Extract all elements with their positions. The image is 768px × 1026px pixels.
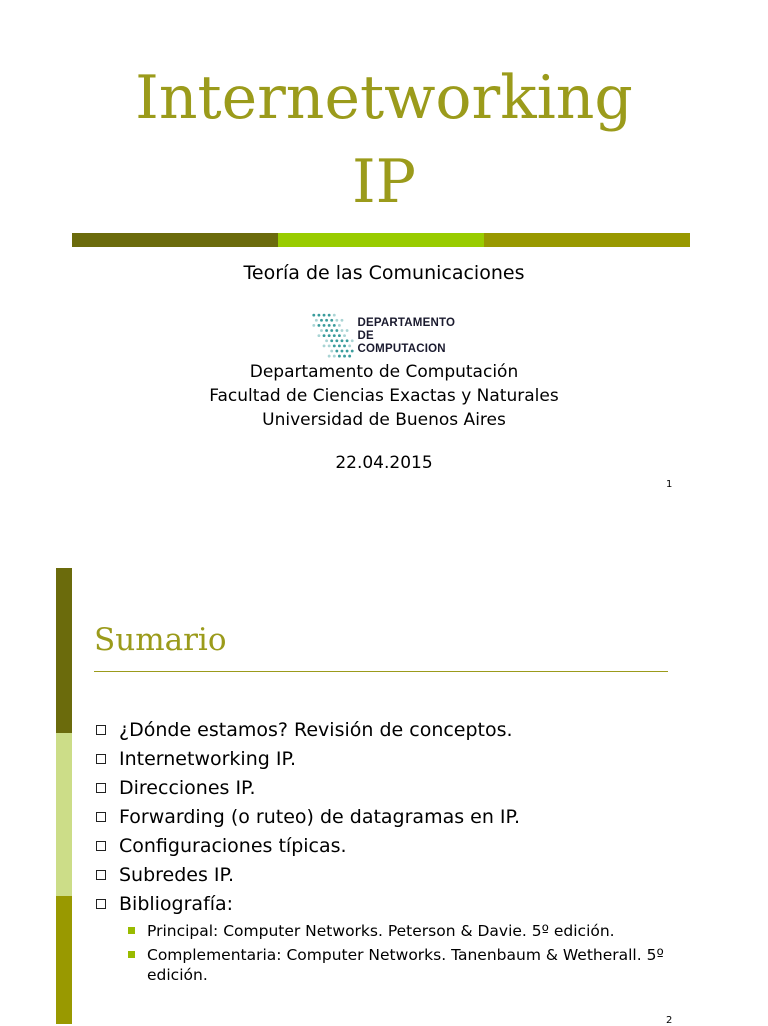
logo-text-line2: DE COMPUTACION [357, 329, 446, 355]
slide-title-line1: Internetworking [135, 63, 633, 133]
affiliation-university: Universidad de Buenos Aires [262, 410, 506, 430]
logo-dot [317, 334, 320, 337]
dotted-wave-logo-icon [310, 310, 356, 362]
list-item-text: Direcciones IP. [119, 776, 256, 799]
list-item-text: Bibliografía: [119, 892, 234, 915]
logo-dot [320, 329, 323, 332]
list-item [96, 744, 696, 773]
logo-dot [343, 334, 346, 337]
logo-dot [351, 350, 354, 353]
logo-dot [325, 319, 328, 322]
title-underline [94, 671, 668, 672]
summary-title: Sumario [94, 622, 227, 658]
sub-list-item [128, 921, 696, 941]
logo-dot [338, 344, 341, 347]
logo-dot [315, 319, 318, 322]
sub-list-item [128, 945, 696, 985]
logo-dot [328, 334, 331, 337]
logo-text [358, 317, 460, 356]
sidebar-segment-light [56, 733, 72, 896]
filled-square-bullet-icon [128, 951, 135, 958]
logo-dot [343, 344, 346, 347]
logo-dot [328, 314, 331, 317]
slide-title-line2: IP [351, 147, 417, 217]
list-item-text: Subredes IP. [119, 863, 235, 886]
logo-dot [348, 355, 351, 358]
logo-dot [330, 339, 333, 342]
logo-dot [328, 355, 331, 358]
square-bullet-icon [96, 812, 106, 822]
logo-dot [341, 319, 344, 322]
logo-dot [333, 314, 336, 317]
logo-dot [333, 334, 336, 337]
logo-dot [320, 319, 323, 322]
logo-dot [330, 319, 333, 322]
summary-slide [0, 545, 768, 1024]
sidebar-segment-olive [56, 896, 72, 1024]
list-item [96, 860, 696, 889]
logo-dot [330, 329, 333, 332]
square-bullet-icon [96, 870, 106, 880]
page-number: 1 [666, 479, 673, 490]
title-color-bar [72, 233, 690, 247]
list-item-text: Internetworking IP. [119, 747, 296, 770]
logo-dot [328, 324, 331, 327]
logo-dot [333, 355, 336, 358]
list-item [96, 773, 696, 802]
logo-dot [346, 350, 349, 353]
affiliation-department: Departamento de Computación [249, 362, 519, 382]
square-bullet-icon [96, 725, 106, 735]
slide-subtitle: Teoría de las Comunicaciones [243, 262, 525, 284]
logo-dot [325, 329, 328, 332]
logo-dot [335, 329, 338, 332]
page-number: 2 [666, 1015, 673, 1026]
list-item-text: ¿Dónde estamos? Revisión de conceptos. [119, 718, 513, 741]
list-item [96, 831, 696, 860]
list-item [96, 889, 696, 918]
list-item-text: Forwarding (o ruteo) de datagramas en IP. [119, 805, 521, 828]
logo-text-line1: DEPARTAMENTO [357, 316, 456, 329]
logo-dot [317, 324, 320, 327]
logo-dot [338, 334, 341, 337]
department-logo [310, 310, 460, 362]
logo-dot [348, 344, 351, 347]
logo-dot [351, 339, 354, 342]
logo-dot [325, 339, 328, 342]
logo-dot [333, 344, 336, 347]
logo-dot [323, 344, 326, 347]
logo-dot [328, 344, 331, 347]
color-bar-segment-dark [72, 233, 278, 247]
sidebar-segment-dark [56, 568, 72, 733]
sidebar-color-strip [56, 568, 72, 1024]
list-item [96, 802, 696, 831]
bibliography-sub-list [96, 921, 696, 985]
summary-bullet-list [96, 715, 696, 989]
square-bullet-icon [96, 899, 106, 909]
logo-dot [335, 319, 338, 322]
logo-dot [346, 339, 349, 342]
logo-dot [312, 324, 315, 327]
square-bullet-icon [96, 783, 106, 793]
logo-dot [317, 314, 320, 317]
square-bullet-icon [96, 754, 106, 764]
logo-dot [338, 355, 341, 358]
logo-dot [341, 339, 344, 342]
logo-dot [323, 314, 326, 317]
logo-dot [335, 339, 338, 342]
affiliation-faculty: Facultad de Ciencias Exactas y Naturales [209, 386, 559, 406]
logo-dot [330, 350, 333, 353]
logo-dot [341, 329, 344, 332]
logo-dot [346, 329, 349, 332]
filled-square-bullet-icon [128, 927, 135, 934]
logo-dot [343, 355, 346, 358]
logo-dot [335, 350, 338, 353]
color-bar-segment-lime [278, 233, 484, 247]
square-bullet-icon [96, 841, 106, 851]
list-item [96, 715, 696, 744]
logo-dot [338, 324, 341, 327]
logo-dot [323, 324, 326, 327]
list-item-text: Configuraciones típicas. [119, 834, 347, 857]
sub-list-item-text: Principal: Computer Networks. Peterson & Davie. 5º edición. [147, 922, 615, 940]
sub-list-container [96, 921, 696, 985]
color-bar-segment-olive [484, 233, 690, 247]
logo-dot [333, 324, 336, 327]
slide-date: 22.04.2015 [335, 453, 433, 473]
logo-dot [312, 314, 315, 317]
sub-list-item-text: Complementaria: Computer Networks. Tanenbaum & Wetherall. 5º edición. [147, 946, 664, 984]
logo-dot [341, 350, 344, 353]
logo-dot [323, 334, 326, 337]
